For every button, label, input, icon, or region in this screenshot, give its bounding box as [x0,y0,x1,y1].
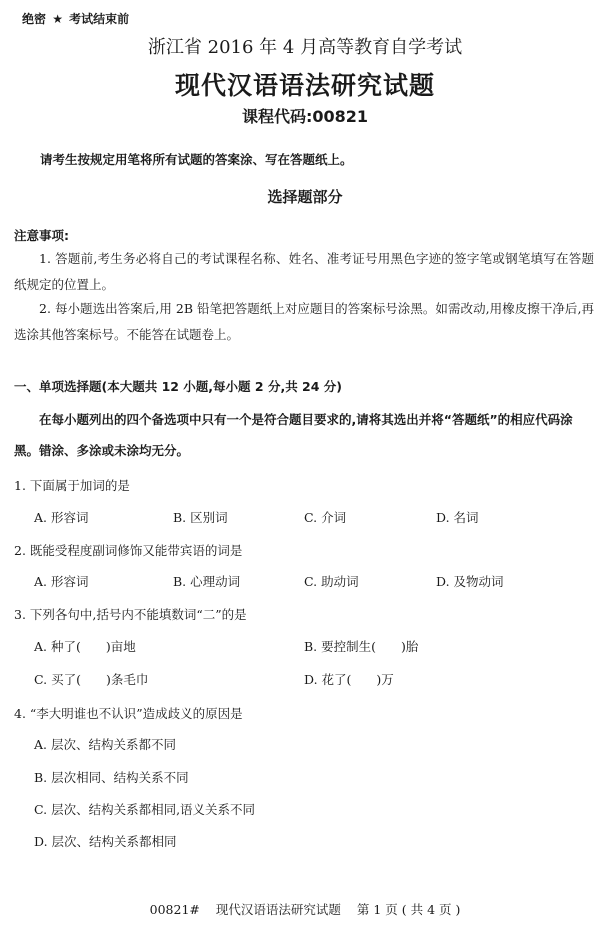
question-3-option-a: A. 种了( )亩地 [34,639,136,654]
question-4-option-d: D. 层次、结构关系都相同 [34,834,177,849]
question-1-option-b: B. 区别词 [173,510,228,525]
question-1-option-a: A. 形容词 [34,510,89,525]
page-footer [0,900,610,918]
answer-instruction: 请考生按规定用笔将所有试题的答案涂、写在答题纸上。 [40,152,353,167]
question-4-option-a: A. 层次、结构关系都不同 [34,737,176,752]
question-1-option-c: C. 介词 [304,510,347,525]
note-item-1: 1. 答题前,考生务必将自己的考试课程名称、姓名、准考证号用黑色字迹的签字笔或钢笔填写在答题纸规定的位置上。 [14,251,594,292]
question-2-option-d: D. 及物动词 [436,574,504,589]
question-3-stem: 3. 下列各句中,括号内不能填数词“二”的是 [14,607,247,622]
question-3-option-b: B. 要控制生( )胎 [304,639,419,654]
confidential-label-right: 考试结束前 [69,12,130,26]
notes-heading: 注意事项: [14,228,69,243]
question-2-option-b: B. 心理动词 [173,574,241,589]
question-2-option-a: A. 形容词 [34,574,89,589]
question-3-option-d: D. 花了( )万 [304,672,394,687]
question-1-option-d: D. 名词 [436,510,479,525]
footer-page: 第 1 页 ( 共 4 页 ) [356,902,461,917]
question-2-stem: 2. 既能受程度副词修饰又能带宾语的词是 [14,543,243,558]
confidential-label-left: 绝密 [22,12,47,26]
question-1-stem: 1. 下面属于加词的是 [14,478,130,493]
footer-name: 现代汉语语法研究试题 [215,902,341,917]
exam-header: 浙江省 2016 年 4 月高等教育自学考试 [147,37,463,58]
question-4-option-b: B. 层次相同、结构关系不同 [34,770,189,785]
question-2-option-c: C. 助动词 [304,574,359,589]
question-3-option-c: C. 买了( )条毛巾 [34,672,149,687]
question-4-stem: 4. “李大明谁也不认识”造成歧义的原因是 [14,706,243,721]
footer-code: 00821# [149,902,200,917]
question-4-option-c: C. 层次、结构关系都相同,语义关系不同 [34,802,256,817]
star-icon: ★ [52,12,63,26]
part-description: 在每小题列出的四个备选项中只有一个是符合题目要求的,请将其选出并将“答题纸”的相应代码涂黑。错涂、多涂或未涂均无分。 [14,412,573,458]
section-title: 选择题部分 [267,188,343,206]
course-code: 课程代码:00821 [241,107,369,126]
confidential-label [22,10,129,27]
note-item-2: 2. 每小题选出答案后,用 2B 铅笔把答题纸上对应题目的答案标号涂黑。如需改动,用橡皮擦干净后,再选涂其他答案标号。不能答在试题卷上。 [14,301,594,342]
exam-title: 现代汉语语法研究试题 [174,71,435,100]
part-heading: 一、单项选择题(本大题共 12 小题,每小题 2 分,共 24 分) [14,379,343,394]
